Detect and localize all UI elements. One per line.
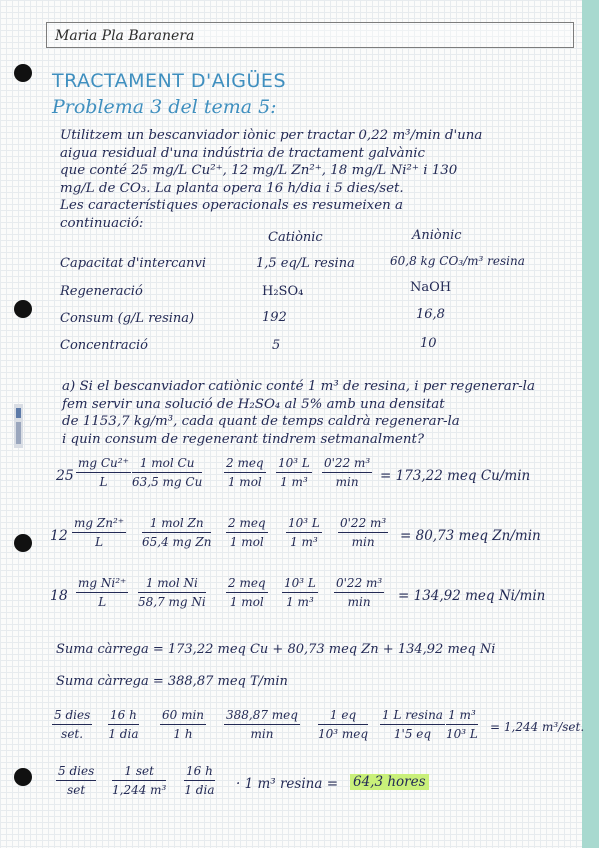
question-line: a) Si el bescanviador catiònic conté 1 m³ de resina, i per regenerar-la (62, 379, 535, 394)
eq-coef: 12 (50, 528, 68, 544)
statement-line: Utilitzem un bescanviador iònic per tractar 0,22 m³/min d'una (60, 128, 483, 143)
problem-title: Problema 3 del tema 5: (52, 96, 277, 118)
question-a (62, 378, 535, 448)
row-label-capacity: Capacitat d'intercanvi (60, 256, 207, 271)
eq-fraction: 0'22 m³ min (340, 516, 387, 549)
equation-ni (0, 576, 582, 620)
eq-fraction: 2 meq 1 mol (226, 456, 264, 489)
cell-consumption-anionic: 16,8 (416, 307, 445, 322)
eq-fraction: 0'22 m³ min (324, 456, 371, 489)
row-label-regeneration: Regeneració (60, 284, 143, 299)
problem-statement (60, 127, 580, 232)
statement-line: continuació: (60, 215, 144, 231)
eq-fraction: $\frac{\text{mg Ni²⁺}}{L}$ (78, 576, 127, 609)
row-label-consumption: Consum (g/L resina) (60, 311, 195, 326)
eq-fraction: $\frac{\text{mg Zn²⁺}}{L}$ (74, 516, 125, 549)
eq-fraction: $\frac{\text{1 L resina}}{1'5 eq}$ (382, 708, 443, 741)
question-line: de 1153,7 kg/m³, cada quant de temps caldrà regenerar-la (62, 414, 460, 429)
equation-cu (0, 456, 582, 500)
cell-regeneration-cationic: H₂SO₄ (262, 284, 304, 299)
eq-fraction: 388,87 meq min (226, 708, 298, 741)
question-line: i quin consum de regenerant tindrem setmanalment? (62, 431, 424, 447)
cell-regeneration-anionic: NaOH (410, 280, 452, 295)
equation-zn (0, 516, 582, 560)
eq-fraction: $\frac{\text{10³ L}}{\text{1 m³}}$ (288, 516, 320, 549)
table-header-cationic: Catiònic (268, 230, 323, 245)
main-title: TRACTAMENT D'AIGÜES (52, 70, 287, 92)
equation-regeneration-time (0, 764, 582, 808)
cell-concentration-cationic: 5 (272, 338, 281, 353)
eq-coef: 18 (50, 588, 68, 604)
statement-line: aigua residual d'una indústria de tractament galvànic (60, 145, 425, 161)
eq-result: = 1,244 m³/set. (490, 720, 585, 734)
eq-fraction: 1 mol Zn 65,4 mg Zn (142, 516, 212, 549)
statement-line: que conté 25 mg/L Cu²⁺, 12 mg/L Zn²⁺, 18 mg/L Ni²⁺ i 130 (60, 163, 458, 178)
eq-fraction: $\frac{\text{1 m³}}{\text{10³ L}}$ (446, 708, 478, 741)
eq-result: = 134,92 meq Ni/min (398, 588, 546, 604)
student-name-box (46, 22, 574, 48)
eq-fraction: $\frac{\text{10³ L}}{\text{1 m³}}$ (278, 456, 310, 489)
statement-line: mg/L de CO₃. La planta opera 16 h/dia i 5 dies/set. (60, 180, 404, 196)
cell-consumption-cationic: 192 (262, 310, 287, 325)
binder-hole-1 (14, 64, 32, 82)
eq-fraction: 2 meq 1 mol (228, 576, 266, 609)
eq-fraction: 16 h 1 dia (184, 764, 215, 797)
charge-sum-line-1: Suma càrrega = 173,22 meq Cu + 80,73 meq Zn + 134,92 meq Ni (56, 642, 496, 657)
eq-tail: · 1 m³ resina = (236, 776, 339, 792)
cell-capacity-cationic: 1,5 eq/L resina (256, 256, 355, 271)
row-label-concentration: Concentració (60, 338, 148, 353)
eq-fraction: 60 min 1 h (162, 708, 205, 741)
eq-fraction: 1 set 1,244 m³ (112, 764, 167, 797)
eq-fraction: 0'22 m³ min (336, 576, 383, 609)
equation-weekly-volume (0, 708, 585, 752)
eq-result: = 173,22 meq Cu/min (380, 468, 531, 484)
charge-sum-line-2: Suma càrrega = 388,87 meq T/min (56, 674, 288, 689)
student-name: Maria Pla Baranera (55, 28, 195, 44)
question-line: fem servir una solució de H₂SO₄ al 5% amb una densitat (62, 396, 445, 412)
eq-fraction: 16 h 1 dia (108, 708, 139, 741)
binder-hole-2 (14, 300, 32, 318)
page-edge-strip (582, 0, 599, 848)
statement-line: Les característiques operacionals es resumeixen a (60, 198, 404, 213)
final-result-highlight: 64,3 hores (350, 774, 429, 790)
eq-result: = 80,73 meq Zn/min (400, 528, 541, 544)
eq-fraction: 5 dies set. (54, 708, 91, 741)
eq-fraction: 2 meq 1 mol (228, 516, 266, 549)
eq-coef: 25 (56, 468, 74, 484)
eq-fraction: 1 mol Cu 63,5 mg Cu (132, 456, 203, 489)
eq-fraction: 1 eq 10³ meq (318, 708, 369, 741)
eq-fraction: $\frac{\text{mg Cu²⁺}}{L}$ (78, 456, 129, 489)
eq-fraction: $\frac{\text{10³ L}}{\text{1 m³}}$ (284, 576, 316, 609)
eq-fraction: 1 mol Ni 58,7 mg Ni (138, 576, 206, 609)
eq-fraction: 5 dies set (58, 764, 95, 797)
cell-concentration-anionic: 10 (420, 336, 437, 351)
table-header-anionic: Aniònic (412, 228, 462, 243)
cell-capacity-anionic: 60,8 kg CO₃/m³ resina (390, 254, 525, 268)
brand-logo (14, 404, 23, 448)
